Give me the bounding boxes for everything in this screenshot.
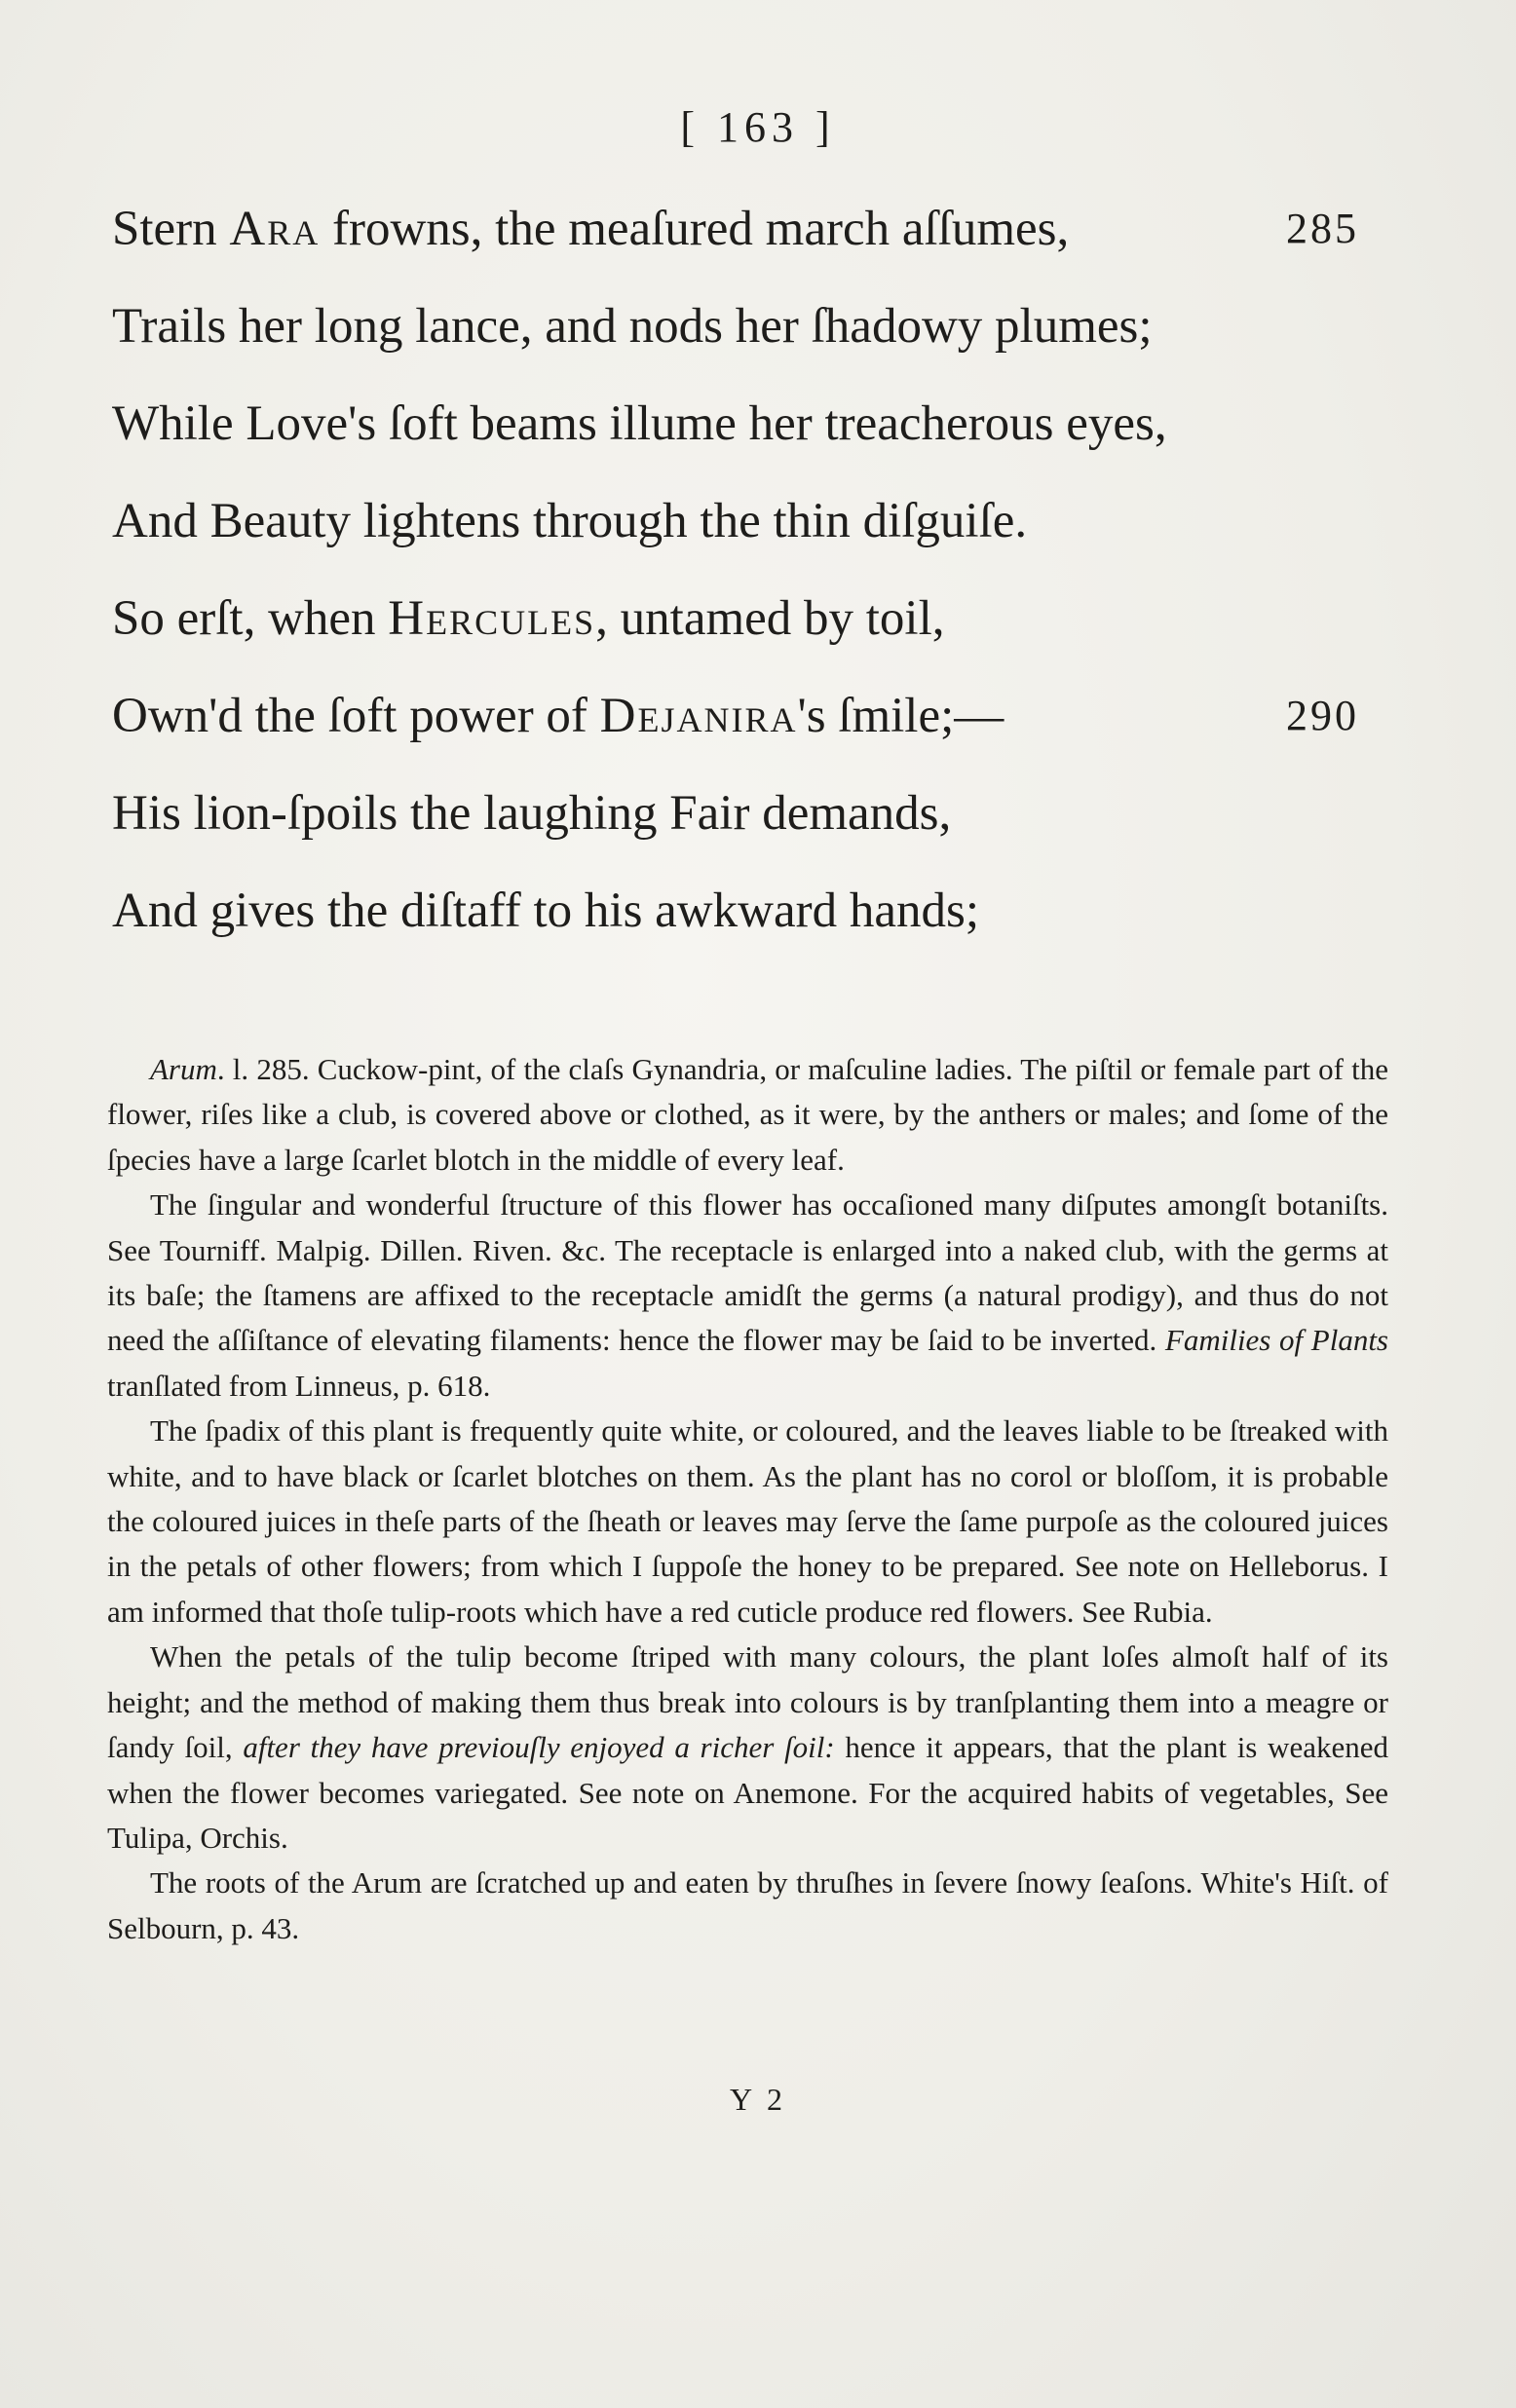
verse-text: And gives the diſtaff to his awkward hands; (112, 884, 979, 938)
note-text: . l. 285. Cuckow-pint, of the claſs Gynandria, or maſculine ladies. The piſtil or female part of the flower, riſes like a club, is covered above or clothed, as it were, by the anthers or males; and ſome of the ſpecies have a large ſcarlet blotch in the middle of every leaf. (107, 1052, 1388, 1177)
verse-line (112, 862, 1359, 959)
note-text: The roots of the Arum are ſcratched up and eaten by thruſhes in ſevere ſnowy ſeaſons. White's Hiſt. of Selbourn, p. 43. (107, 1865, 1388, 1945)
verse-text: His lion-ſpoils the laughing Fair demands, (112, 786, 952, 841)
italic-text: Families of Plants (1164, 1323, 1388, 1358)
verse-text: Own'd the ſoft power of (112, 689, 600, 743)
italic-text: after they have previouſly enjoyed a richer ſoil: (243, 1730, 835, 1765)
verse-text: So erſt, when (112, 591, 389, 646)
line-number: 290 (1286, 692, 1359, 739)
verse-line (112, 765, 1359, 862)
verse-line (112, 375, 1359, 472)
verse-text: Trails her long lance, and nods her ſhadowy plumes; (112, 299, 1153, 354)
verse-line (112, 472, 1359, 570)
note-paragraph (107, 1861, 1388, 1951)
page-number: [ 163 ] (680, 103, 836, 151)
note-text: tranſlated from Linneus, p. 618. (107, 1368, 491, 1403)
signature-mark: Y 2 (730, 2082, 786, 2117)
note-paragraph (107, 1047, 1388, 1183)
note-paragraph (107, 1409, 1388, 1635)
verse-text: 's ſmile;— (797, 689, 1004, 743)
verse-text: Stern (112, 202, 230, 256)
italic-text: Arum (150, 1052, 217, 1086)
footnotes (107, 1047, 1388, 1951)
proper-name: Dejanira (599, 689, 798, 743)
note-paragraph (107, 1635, 1388, 1861)
verse-line (112, 180, 1359, 278)
proper-name: Hercules (388, 591, 596, 646)
verse-text: While Love's ſoft beams illume her treacherous eyes, (112, 396, 1167, 451)
verse-line (112, 570, 1359, 667)
verse-line (112, 667, 1359, 765)
poem (112, 180, 1359, 959)
note-text: The ſpadix of this plant is frequently quite white, or coloured, and the leaves liable to be ſtreaked with white, and to have black or ſcarlet blotches on them. As the plant has no corol or bloſſom, it is probable the coloured juices in theſe parts of the ſheath or leaves may ſerve the ſame purpoſe as the coloured juices in the petals of other flowers; from which I ſuppoſe the honey to be prepared. See note on Helleborus. I am informed that thoſe tulip-roots which have a red cuticle produce red flowers. See Rubia. (107, 1413, 1388, 1629)
proper-name: Ara (229, 202, 321, 256)
note-paragraph (107, 1183, 1388, 1409)
note-text: When the petals of the tulip become ſtriped with many colours, the plant loſes almoſt half of its height; and the method of making them thus break into colours is by tranſplanting them into a meagre or ſandy ſoil, (107, 1639, 1388, 1765)
verse-line (112, 278, 1359, 375)
verse-text: , untamed by toil, (595, 591, 945, 646)
verse-text: frowns, the meaſured march aſſumes, (320, 202, 1070, 256)
line-number: 285 (1286, 205, 1359, 252)
note-text: The ſingular and wonderful ſtructure of this flower has occaſioned many diſputes amongſt botaniſts. See Tourniff. Malpig. Dillen. Riven. &c. The receptacle is enlarged into a naked club, with the germs at its baſe; the ſtamens are affixed to the receptacle amidſt the germs (a natural prodigy), and thus do not need the aſſiſtance of elevating filaments: hence the flower may be ſaid to be inverted. (107, 1187, 1388, 1358)
verse-text: And Beauty lightens through the thin diſguiſe. (112, 494, 1028, 548)
note-text: hence it appears, that the plant is weakened when the flower becomes variegated. See note on Anemone. For the acquired habits of vegetables, See Tulipa, Orchis. (107, 1730, 1388, 1855)
